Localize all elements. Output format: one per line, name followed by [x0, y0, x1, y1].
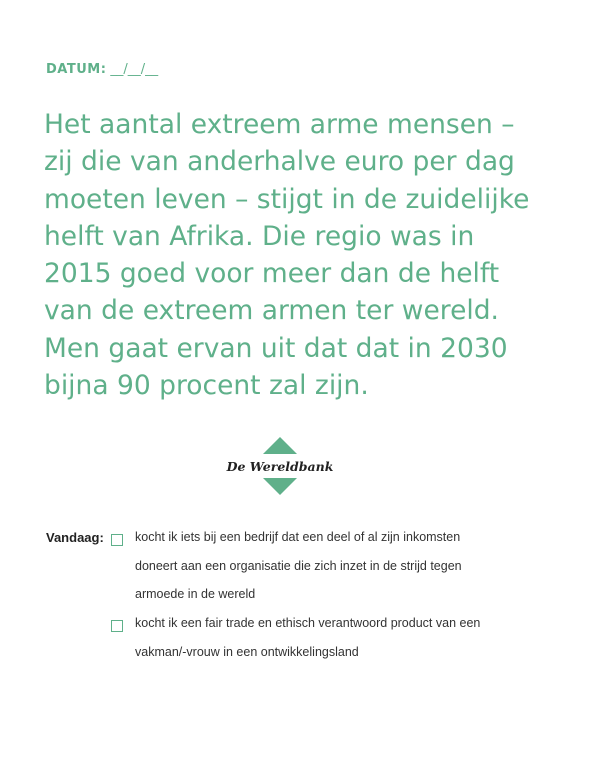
quote-line: bijna 90 procent zal zijn. [44, 370, 369, 402]
quote-line: zij die van anderhalve euro per dag [44, 146, 515, 178]
source-name: De Wereldbank [226, 459, 334, 474]
quote-line: Het aantal extreem arme mensen – [44, 109, 515, 140]
checkbox-option-2[interactable] [111, 620, 123, 632]
quote-text [44, 106, 564, 404]
option-line: doneert aan een organisatie die zich inzet in de strijd tegen [135, 558, 462, 573]
option-line: kocht ik een fair trade en ethisch verantwoord product van een [135, 616, 481, 630]
option-line: kocht ik iets bij een bedrijf dat een deel of al zijn inkomsten [135, 530, 461, 544]
option-1-text [135, 523, 551, 609]
quote-line: moeten leven – stijgt in de zuidelijke [44, 183, 530, 215]
triangle-up-icon [263, 437, 297, 454]
checklist-label: Vandaag: [46, 530, 104, 545]
triangle-down-icon [263, 478, 297, 495]
date-blanks[interactable]: __/__/__ [110, 62, 159, 77]
date-field [46, 62, 158, 77]
quote-source [210, 437, 350, 495]
quote-line: van de extreem armen ter wereld. [44, 295, 499, 327]
checklist-option-2 [111, 617, 551, 666]
checklist-option-1 [111, 531, 551, 609]
quote-line: Men gaat ervan uit dat dat in 2030 [44, 332, 508, 364]
checkbox-option-1[interactable] [111, 534, 123, 546]
option-line: armoede in de wereld [135, 587, 256, 601]
quote-line: 2015 goed voor meer dan de helft [44, 258, 500, 290]
date-label: DATUM: [46, 62, 107, 77]
quote-line: helft van Afrika. Die regio was in [44, 220, 475, 252]
option-line: vakman/-vrouw in een ontwikkelingsland [135, 644, 359, 659]
option-2-text [135, 609, 551, 666]
